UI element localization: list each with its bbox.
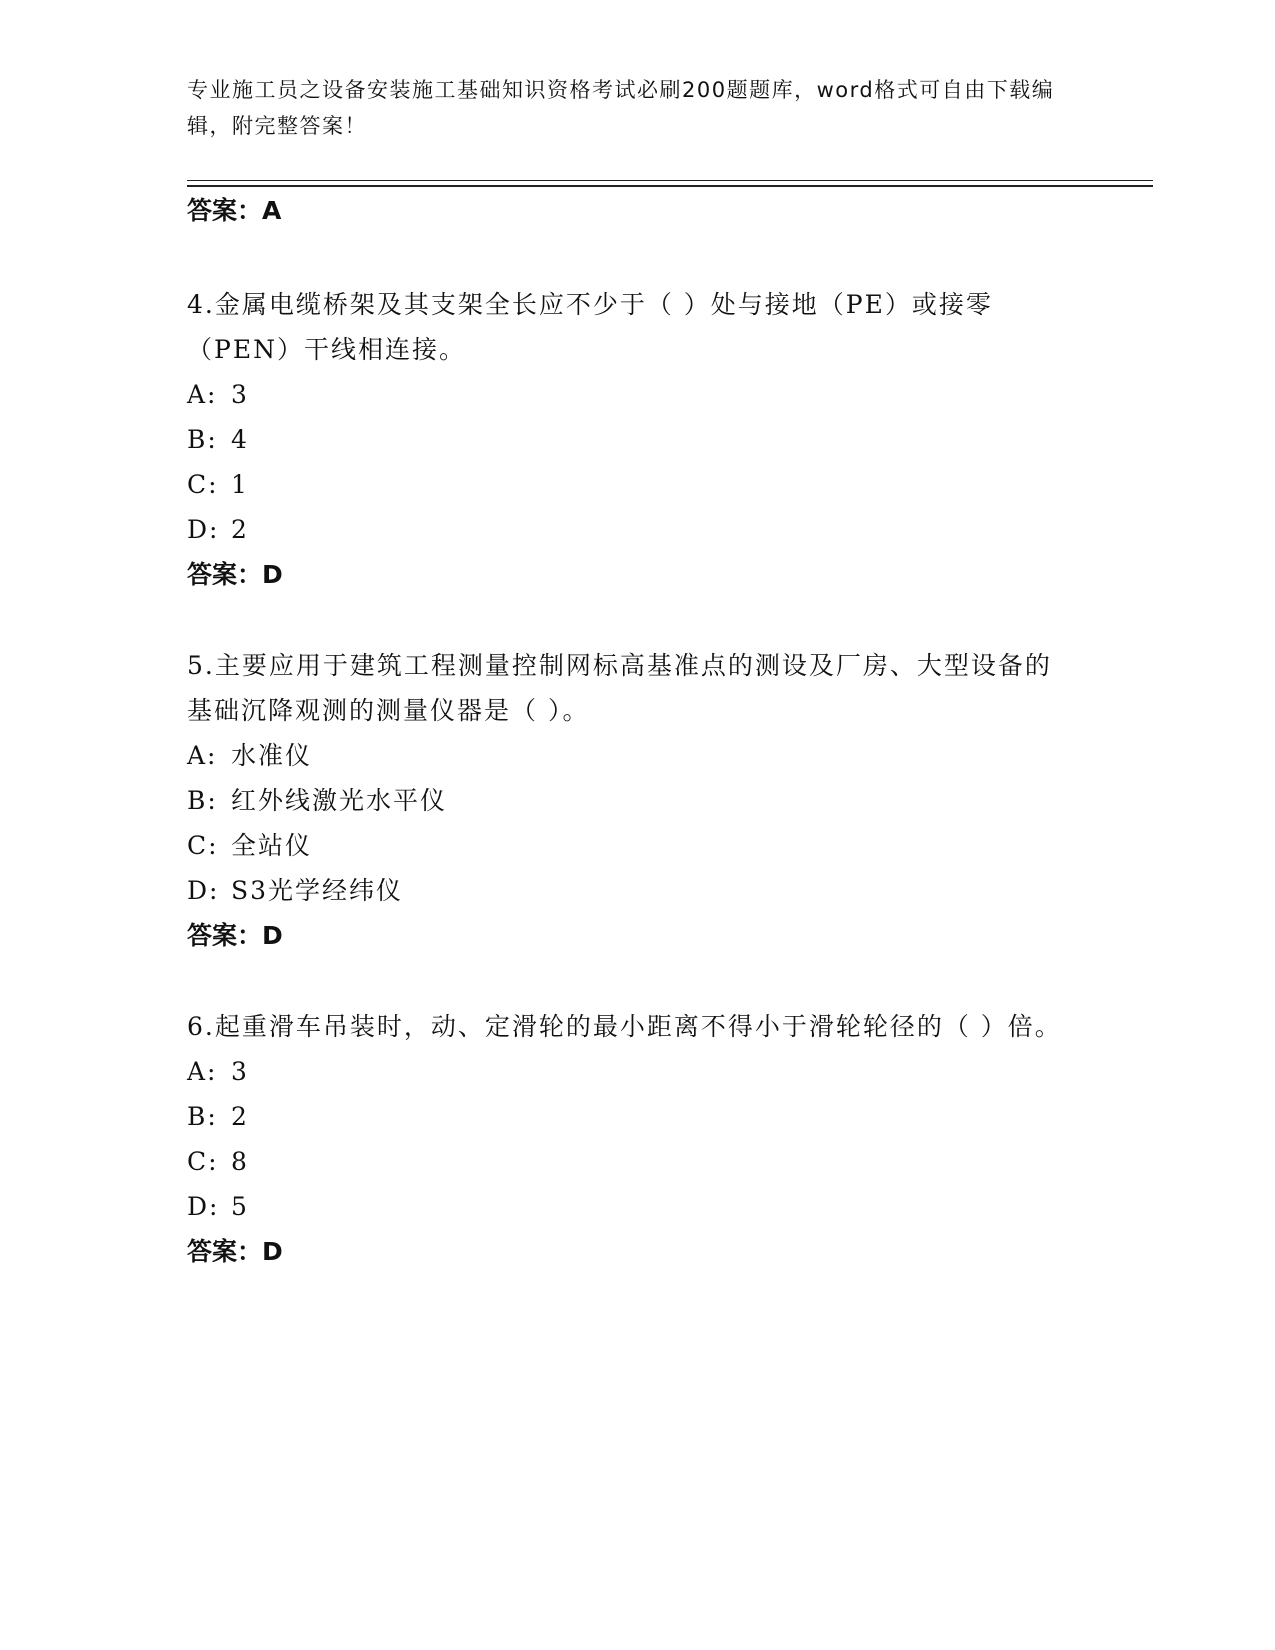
option-label: C: [187,470,219,499]
question-text: 5.主要应用于建筑工程测量控制网标高基准点的测设及厂房、大型设备的基础沉降观测的测量仪器是（ ）。 [187,651,1052,725]
option-value: 红外线激光水平仪 [231,786,448,815]
option-label: B: [187,1102,218,1131]
option-label: C: [187,1147,219,1176]
option-value: 3 [231,1057,249,1086]
option-label: B: [187,425,218,454]
option-c [187,462,1087,507]
option-label: A: [187,380,218,409]
option-label: B: [187,786,218,815]
option-value: 3 [231,380,249,409]
page-header-title: 专业施工员之设备安装施工基础知识资格考试必刷200题题库，word格式可自由下载编辑，附完整答案！ [187,78,1055,138]
option-label: D: [187,876,220,905]
answer-line: 答案：A [187,196,282,225]
option-label: D: [187,1192,220,1221]
option-d [187,868,1087,913]
option-label: A: [187,741,218,770]
option-d [187,507,1087,552]
option-b [187,778,1087,823]
option-d [187,1184,1087,1229]
option-value: 2 [231,1102,249,1131]
option-label: A: [187,1057,218,1086]
option-value: S3光学经纬仪 [231,876,404,905]
option-c [187,823,1087,868]
option-b [187,1094,1087,1139]
option-b [187,417,1087,462]
document-body [187,188,1087,1320]
option-a [187,1049,1087,1094]
option-value: 1 [231,470,249,499]
option-value: 2 [231,515,249,544]
header-divider-thick [187,185,1153,187]
answer-line: 答案：D [187,1237,283,1266]
option-c [187,1139,1087,1184]
option-value: 8 [231,1147,249,1176]
option-label: C: [187,831,219,860]
question-text: 4.金属电缆桥架及其支架全长应不少于（ ）处与接地（PE）或接零（PEN）干线相连接。 [187,290,993,364]
question-block-6 [187,1004,1087,1275]
option-label: D: [187,515,220,544]
option-value: 4 [231,425,249,454]
option-a [187,372,1087,417]
header-divider-thin [187,180,1153,181]
option-a [187,733,1087,778]
question-block-5 [187,643,1087,959]
question-text: 6.起重滑车吊装时，动、定滑轮的最小距离不得小于滑轮轮径的（ ）倍。 [187,1012,1062,1041]
answer-line: 答案：D [187,921,283,950]
question-block-4 [187,282,1087,598]
option-value: 5 [231,1192,249,1221]
option-value: 全站仪 [231,831,313,860]
answer-line: 答案：D [187,560,283,589]
option-value: 水准仪 [231,741,313,770]
